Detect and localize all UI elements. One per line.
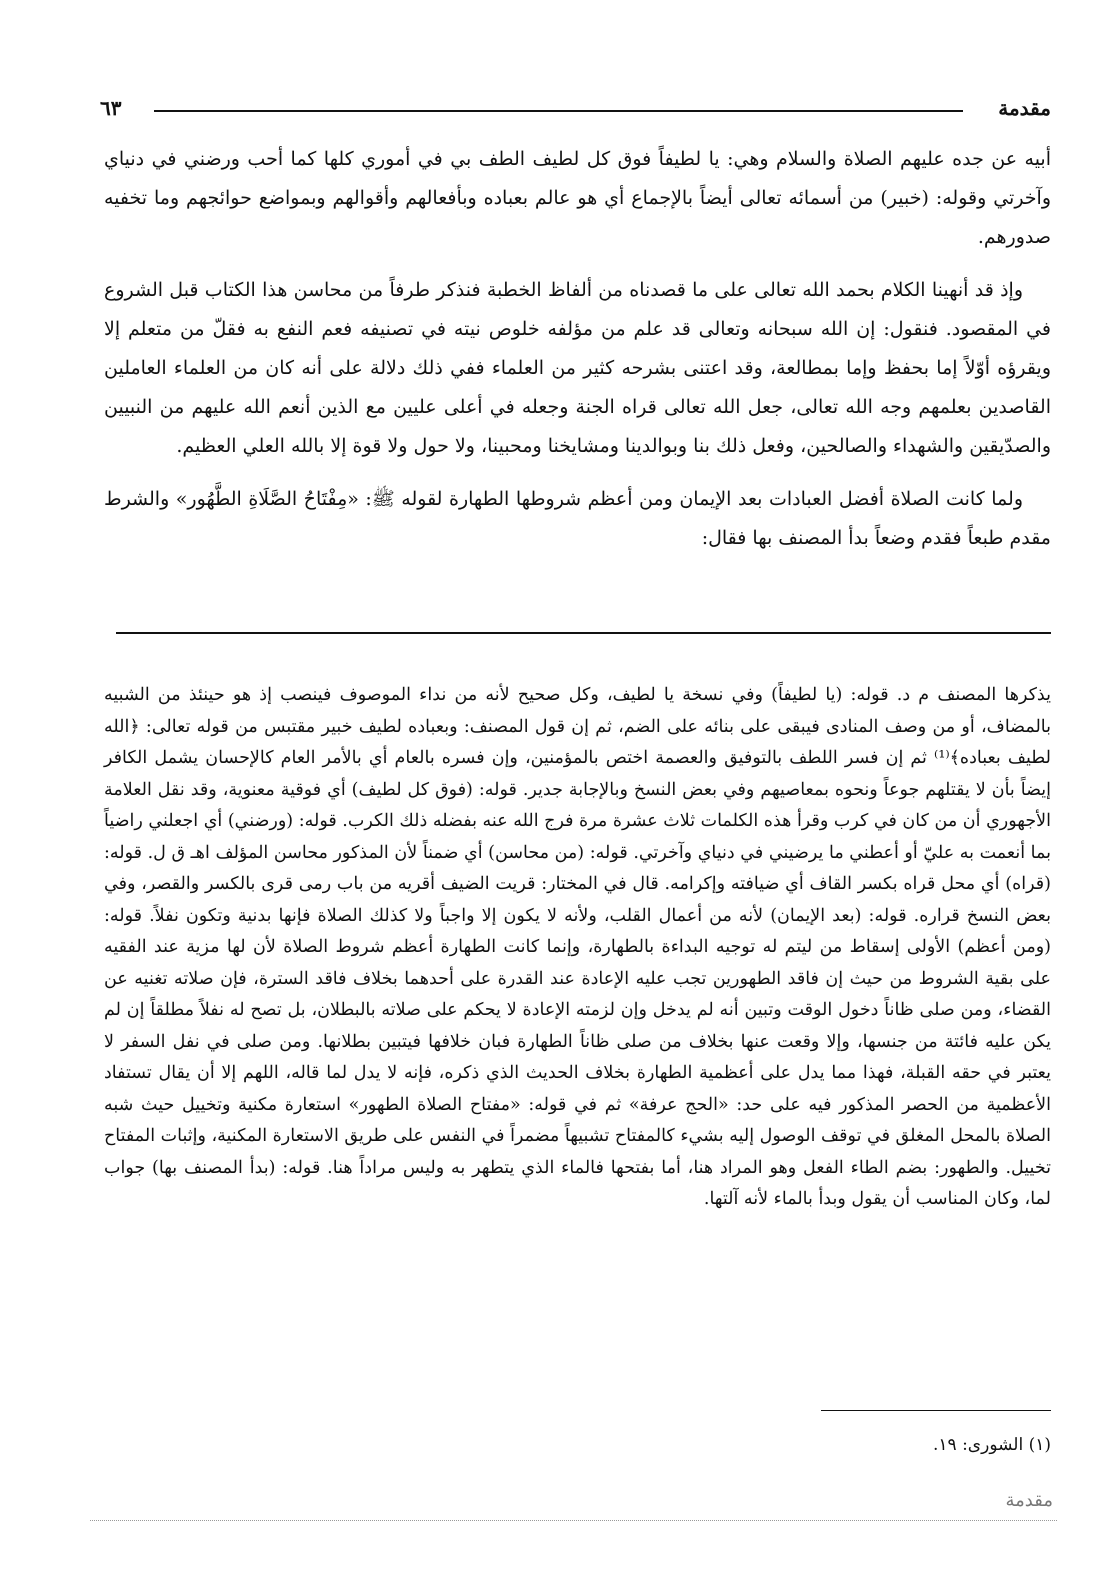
page-number: ٦٣ (100, 96, 122, 120)
commentary-paragraph: يذكرها المصنف م د. قوله: (يا لطيفاً) وفي نسخة يا لطيف، وكل صحيح لأنه من نداء الموصوف فينصب إذ هو حينئذ من الشبيه بالمضاف، أو من وصف المنادى فيبقى على بنائه على الضم، ثم إن قول المصنف: وبعباده لطيف خبير مقتبس من قوله تعالى: ﴿الله لطيف بعباده﴾⁽¹⁾ ثم إن فسر اللطف بالتوفيق والعصمة اختص بالمؤمنين، وإن فسره بالعام أي بالأمر العام كالإحسان يشمل الكافر إيضاً بأن لا يقتلهم جوعاً ونحوه بمعاصيهم وفي بعض النسخ وبالإجابة جدير. قوله: (فوق كل لطيف) أي فوقية معنوية، وقد نقل العلامة الأجهوري أن من كان في كرب وقرأ هذه الكلمات ثلاث عشرة مرة فرج الله عنه بفضله ذلك الكرب. قوله: (ورضني) أي اجعلني راضياً بما أنعمت به عليّ أو أعطني ما يرضيني في دنياي وآخرتي. قوله: (من محاسن) أي ضمناً لأن المذكور محاسن المؤلف اهـ ق ل. قوله: (قراه) أي محل قراه بكسر القاف أي ضيافته وإكرامه. قال في المختار: قريت الضيف أقريه من باب رمى قرى بالكسر والقصر، وفي بعض النسخ قراره. قوله: (بعد الإيمان) لأنه من أعمال القلب، ولأنه لا يكون إلا واجباً ولا كذلك الصلاة فإنها بدنية وتكون نفلاً. قوله: (ومن أعظم) الأولى إسقاط من ليتم له توجيه البداءة بالطهارة، وإنما كانت الطهارة أعظم شروط الصلاة لأن لها مزية عند الفقيه على بقية الشروط من حيث إن فاقد الطهورين تجب عليه الإعادة عند القدرة على أحدهما بخلاف فاقد السترة، فإن صلاته تغنيه عن القضاء، ومن صلى ظاناً دخول الوقت وتبين أنه لم يدخل وإن لزمته الإعادة لا يحكم على صلاته بالبطلان، بل تصح له نفلاً مطلقاً إن لم يكن عليه فائتة من جنسها، وإلا وقعت عنها بخلاف من صلى ظاناً الطهارة فبان خلافها فيتبين بطلانها. ومن صلى في نفل السفر لا يعتبر في حقه القبلة، فهذا مما يدل على أعظمية الطهارة بخلاف الحديث الذي ذكره، فإنه لا يدل لما قاله، اللهم إلا أن يقال تستفاد الأعظمية من الحصر المذكور فيه على حد: «الحج عرفة» ثم في قوله: «مفتاح الصلاة الطهور» استعارة مكنية وتخييل حيث شبه الصلاة بالمحل المغلق في توقف الوصول إليه بشيء كالمفتاح تشبيهاً مضمراً في النفس على طريق الاستعارة المكنية، وإثبات المفتاح تخييل. والطهور: بضم الطاء الفعل وهو المراد هنا، أما بفتحها فالماء الذي يتطهر به وليس مراداً هنا. قوله: (بدأ المصنف بها) جواب لما، وكان المناسب أن يقول وبدأ بالماء لأنه آلتها. (104, 685, 1051, 1209)
main-text (104, 140, 1051, 572)
running-header (100, 96, 1051, 126)
main-paragraph-1: أبيه عن جده عليهم الصلاة والسلام وهي: يا لطيفاً فوق كل لطيف الطف بي في أموري كلها كما أحب ورضني في دنياي وآخرتي وقوله: (خبير) من أسمائه تعالى أيضاً بالإجماع أي هو عالم بعباده وبأفعالهم وأقوالهم وبمواضع حوائجهم وما تخفيه صدورهم. (104, 148, 1051, 248)
header-title: مقدمة (998, 96, 1051, 120)
footnote: (١) الشورى: ١٩. (933, 1435, 1051, 1455)
section-divider (116, 632, 1051, 634)
main-paragraph-3: ولما كانت الصلاة أفضل العبادات بعد الإيمان ومن أعظم شروطها الطهارة لقوله ﷺ: «مِفْتَاحُ الصَّلَاةِ الطَّهُور» والشرط مقدم طبعاً فقدم وضعاً بدأ المصنف بها فقال: (104, 488, 1051, 549)
header-rule (154, 110, 963, 112)
scan-mark: مقدمة (1005, 1490, 1053, 1511)
main-paragraph-2: وإذ قد أنهينا الكلام بحمد الله تعالى على ما قصدناه من ألفاظ الخطبة فنذكر طرفاً من محاسن هذا الكتاب قبل الشروع في المقصود. فنقول: إن الله سبحانه وتعالى قد علم من مؤلفه خلوص نيته في تصنيفه فعم النفع به فقلّ من متعلم إلا ويقرؤه أوّلاً إما بحفظ وإما بمطالعة، وقد اعتنى بشرحه كثير من العلماء ففي ذلك دلالة على أنه كان من العلماء العاملين القاصدين بعلمهم وجه الله تعالى، جعل الله تعالى قراه الجنة وجعله في أعلى عليين مع الذين أنعم الله عليهم من النبيين والصدّيقين والشهداء والصالحين، وفعل ذلك بنا وبوالدينا ومشايخنا ومحبينا، ولا حول ولا قوة إلا بالله العلي العظيم. (104, 279, 1051, 457)
footnote-divider (821, 1410, 1051, 1411)
scan-edge (90, 1490, 1057, 1521)
commentary-text (104, 680, 1051, 1216)
